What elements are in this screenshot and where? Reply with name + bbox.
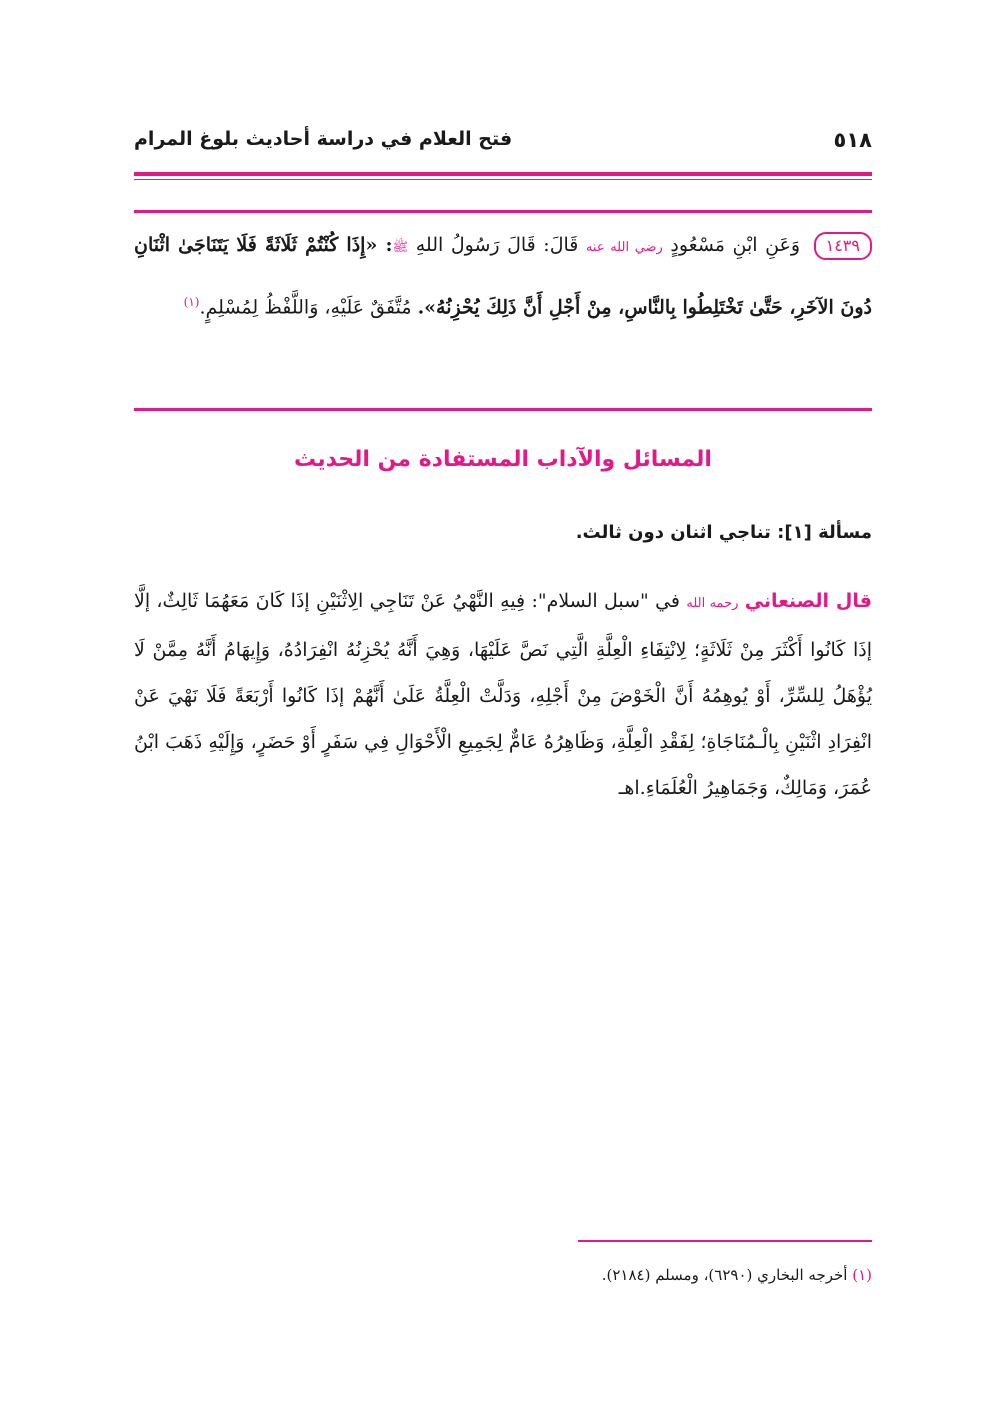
narrator-honorific: رضي الله عنه bbox=[585, 240, 663, 255]
commentary-paragraph bbox=[134, 578, 872, 811]
issue-heading: مسألة [١]: تناجي اثنان دون ثالث. bbox=[575, 522, 872, 543]
page-header bbox=[134, 128, 872, 164]
section-title: المسائل والآداب المستفادة من الحديث bbox=[294, 447, 712, 472]
hadith-top-rule bbox=[134, 210, 872, 213]
hadith-bottom-rule bbox=[134, 408, 872, 411]
header-rule-thin bbox=[134, 179, 872, 180]
hadith-quote: : «إِذَا كُنْتُمْ ثَلَاثَةً فَلَا يَتَنَاجَىٰ اثْنَانِ دُونَ الآخَرِ، حَتَّىٰ تَخْتَلِطُوا بِالنَّاسِ، مِنْ أَجْلِ أَنَّ ذَلِكَ يُحْزِنُهُ». bbox=[134, 234, 872, 319]
speaker-honorific: رحمه الله bbox=[686, 596, 739, 611]
footnote bbox=[134, 1266, 872, 1284]
running-title: فتح العلام في دراسة أحاديث بلوغ المرام bbox=[134, 128, 513, 150]
commentary-text: في "سبل السلام": فِيهِ النَّهْيُ عَنْ تَنَاجِي الِاثْنَيْنِ إذَا كَانَ مَعَهُمَا ثَالِثٌ، إلَّا إذَا كَانُوا أَكْثَرَ مِنْ ثَلَاثَةٍ؛ لِانْتِفَاءِ الْعِلَّةِ الَّتِي نَصَّ عَلَيْهَا، وَهِيَ أَنَّهُ يُحْزِنُهُ انْفِرَادُهُ، وَإِيهَامُ أَنَّهُ مِمَّنْ لَا يُؤْهَلُ لِلسِّرِّ، أَوْ يُوهِمُهُ أَنَّ الْخَوْضَ مِنْ أَجْلِهِ، وَدَلَّتْ الْعِلَّةُ عَلَىٰ أَنَّهُمْ إذَا كَانُوا أَرْبَعَةً فَلَا نَهْيَ عَنْ انْفِرَادِ اثْنَيْنِ بِالْـمُنَاجَاةِ؛ لِفَقْدِ الْعِلَّةِ، وَظَاهِرُهُ عَامٌّ لِجَمِيعِ الْأَحْوَالِ فِي سَفَرٍ أَوْ حَضَرٍ، وَإِلَيْهِ ذَهَبَ ابْنُ عُمَرَ، وَمَالِكٌ، وَجَمَاهِيرُ الْعُلَمَاءِ.اهـ bbox=[134, 590, 872, 799]
footnote-text: أخرجه البخاري (٦٢٩٠)، ومسلم (٢١٨٤). bbox=[601, 1266, 848, 1284]
hadith-grading: مُتَّفَقٌ عَلَيْهِ، وَاللَّفْظُ لِمُسْلِمٍ. bbox=[199, 296, 412, 319]
header-rule-thick bbox=[134, 172, 872, 176]
prophet-honorific: ﷺ bbox=[392, 240, 409, 255]
footnote-reference: (١) bbox=[183, 295, 200, 309]
footnote-number: (١) bbox=[852, 1266, 872, 1284]
hadith-said: قَالَ: قَالَ رَسُولُ اللهِ bbox=[415, 234, 579, 256]
hadith-block bbox=[134, 218, 872, 335]
page-number: ٥١٨ bbox=[833, 128, 872, 152]
hadith-number-badge: ١٤٣٩ bbox=[814, 232, 872, 260]
hadith-narrator: وَعَنِ ابْنِ مَسْعُودٍ bbox=[670, 234, 801, 256]
footnote-rule bbox=[578, 1240, 872, 1242]
speaker-name: قال الصنعاني bbox=[744, 590, 872, 612]
